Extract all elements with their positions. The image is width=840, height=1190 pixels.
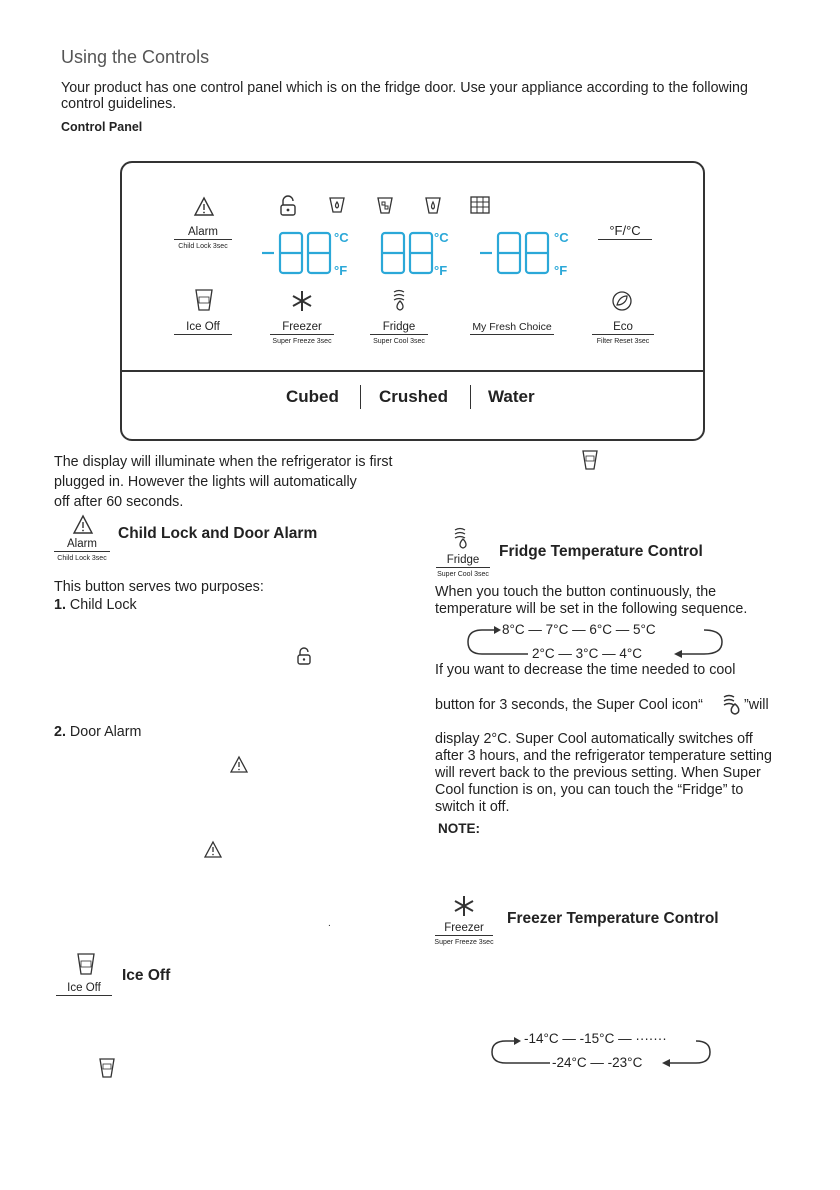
fridge-text-1: When you touch the button continuously, the temperature will be set in the following sequence.: [435, 584, 748, 617]
freezer-button[interactable]: Freezer: [270, 321, 334, 335]
water-icon: [424, 196, 442, 216]
myfresh-choice-button[interactable]: My Fresh Choice: [470, 321, 554, 335]
child-lock-alarm-label: Alarm: [54, 538, 110, 552]
fridge-control-title: Fridge Temperature Control: [499, 543, 703, 560]
item1-number: 1.: [54, 597, 66, 613]
ice-off-icon: [194, 288, 214, 312]
fridge-super-cool-icon: [452, 527, 472, 551]
fridge-note-label: NOTE:: [438, 821, 480, 836]
alarm-icon: [194, 197, 214, 217]
eco-button[interactable]: Eco: [592, 321, 654, 335]
unit-toggle-button[interactable]: °F/°C: [598, 223, 652, 240]
super-cool-icon-inline: [722, 694, 744, 718]
item1-text: Child Lock: [69, 597, 137, 613]
crushed-ice-icon: [376, 196, 394, 216]
ice-off-icon-inline: [582, 450, 598, 470]
alarm-button-label[interactable]: Alarm: [174, 226, 232, 240]
stray-mark: .: [328, 918, 331, 929]
fridge-button[interactable]: Fridge: [370, 321, 428, 335]
freezer-celsius-indicator: °C: [334, 230, 349, 245]
illuminate-paragraph: The display will illuminate when the refrigerator is first plugged in. However the lights will automatically off after 60 seconds.: [54, 454, 393, 510]
dispense-divider-2: [470, 385, 471, 409]
cubed-button[interactable]: Cubed: [286, 387, 339, 406]
fridge-seq-top: 8°C — 7°C — 6°C — 5°C: [502, 622, 656, 637]
fridge-seq-bottom: 2°C — 3°C — 4°C: [532, 646, 642, 661]
fridge-fahrenheit-indicator: °F: [434, 263, 448, 278]
fridge-text-3b: ”will: [744, 697, 769, 713]
freezer-section-snowflake-icon: [454, 895, 474, 917]
freezer-fahrenheit-indicator: °F: [334, 263, 348, 278]
freezer-seq-bottom: -24°C — -23°C: [552, 1055, 643, 1070]
eco-sub-label: Filter Reset 3sec: [596, 338, 650, 345]
control-panel-heading: Control Panel: [61, 120, 143, 134]
filter-icon: [328, 196, 346, 216]
ice-off-title: Ice Off: [122, 967, 171, 984]
fridge-text-2: If you want to decrease the time needed to cool: [435, 662, 736, 678]
child-lock-alarm-icon: [73, 515, 93, 535]
child-lock-sub-label: Child Lock 3sec: [57, 555, 107, 562]
control-panel: [120, 161, 705, 441]
panel-divider: [122, 370, 703, 372]
item2-number: 2.: [54, 724, 66, 740]
item2-text: Door Alarm: [69, 724, 142, 740]
freezer-section-label: Freezer: [435, 922, 493, 936]
intro-text: Your product has one control panel which is on the fridge door. Use your appliance according to the following control guidelines.: [61, 80, 748, 112]
page-title: Using the Controls: [61, 47, 210, 67]
fridge-section-label: Fridge: [436, 554, 490, 568]
fridge-section-sub: Super Cool 3sec: [437, 571, 489, 578]
cubed-ice-icon: [470, 196, 490, 214]
freezer-seq-top: -14°C — -15°C — ·······: [524, 1031, 667, 1046]
child-lock-intro: This button serves two purposes:: [54, 579, 264, 595]
super-cool-icon: [390, 288, 410, 312]
freezer-section-sub: Super Freeze 3sec: [434, 939, 494, 946]
myfresh-fahrenheit-indicator: °F: [554, 263, 568, 278]
alarm-icon-inline-1: [230, 756, 248, 774]
lock-icon: [279, 195, 297, 217]
eco-leaf-icon: [610, 289, 632, 311]
crushed-button[interactable]: Crushed: [379, 387, 448, 406]
child-lock-title: Child Lock and Door Alarm: [118, 525, 318, 542]
ice-off-icon-inline-2: [99, 1058, 115, 1078]
fridge-celsius-indicator: °C: [434, 230, 449, 245]
alarm-sub-label: Child Lock 3sec: [178, 243, 228, 250]
ice-off-section-icon: [76, 950, 96, 976]
fridge-text-4: display 2°C. Super Cool automatically switches off after 3 hours, and the refrigerator temperature setting will revert back to the previous setting. When Super Cool function is on, you can touch the “Fridge” to switch it off.: [435, 731, 772, 815]
ice-off-section-label: Ice Off: [56, 982, 112, 996]
ice-off-button[interactable]: Ice Off: [174, 321, 232, 335]
freezer-snowflake-icon: [291, 290, 313, 312]
alarm-icon-inline-2: [204, 841, 222, 859]
lock-icon-inline: [296, 646, 312, 666]
myfresh-celsius-indicator: °C: [554, 230, 569, 245]
freezer-control-title: Freezer Temperature Control: [507, 910, 719, 927]
dispense-divider-1: [360, 385, 361, 409]
fridge-sub-label: Super Cool 3sec: [373, 338, 425, 345]
water-button[interactable]: Water: [488, 387, 535, 406]
freezer-sub-label: Super Freeze 3sec: [272, 338, 332, 345]
fridge-text-3a: button for 3 seconds, the Super Cool icon“: [435, 697, 703, 713]
